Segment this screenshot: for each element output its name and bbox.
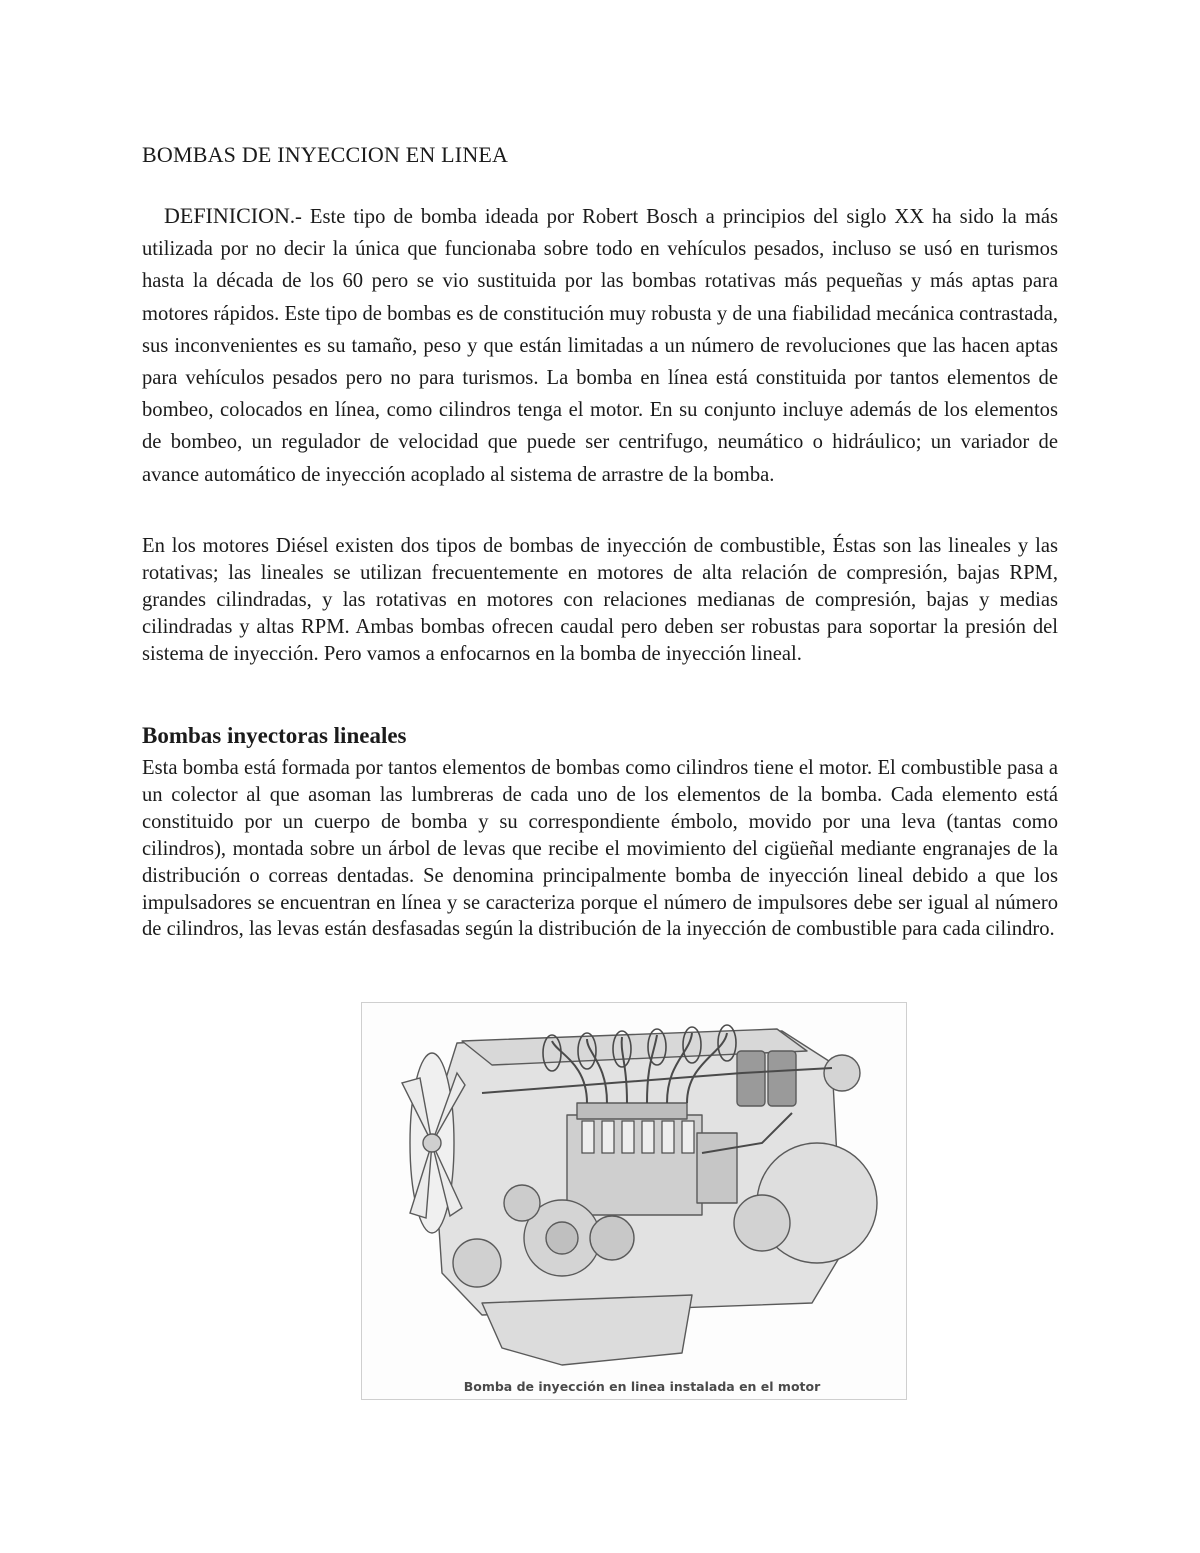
inline-pumps-paragraph: Esta bomba está formada por tantos elementos de bombas como cilindros tiene el motor. El combustible pasa a un colector al que asoman las lumbreras de cada uno de los elementos de la bomba. Cada elemento está constituido por un cuerpo de bomba y su correspondiente émbolo, movido por una leva (tantas como cilindros), montada sobre un árbol de levas que recibe el movimiento del cigüeñal mediante engranajes de la distribución o correas dentadas. Se denomina principalmente bomba de inyección lineal debido a que los impulsadores se encuentran en línea y se caracteriza porque el número de impulsores debe ser igual al número de cilindros, las levas están desfasadas según la distribución de la inyección de combustible para cada cilindro. [142,757,1058,941]
engine-figure [361,1002,907,1400]
engine-illustration [362,1003,908,1401]
definition-lead: DEFINICION [164,203,290,228]
definition-text: .- Este tipo de bomba ideada por Robert Bosch a principios del siglo XX ha sido la más utilizada por no decir la única que funcionaba sobre todo en vehículos pesados, incluso se usó en turismos hasta la década de los 60 pero se vio sustituida por las bombas rotativas más pequeñas y más aptas para motores rápidos. Este tipo de bombas es de constitución muy robusta y de una fiabilidad mecánica contrastada, sus inconvenientes es su tamaño, peso y que están limitadas a un número de revoluciones que las hacen aptas para vehículos pesados pero no para turismos. La bomba en línea está constituida por tantos elementos de bombeo, colocados en línea, como cilindros tenga el motor. En su conjunto incluye además de los elementos de bombeo, un regulador de velocidad que puede ser centrifugo, neumático o hidráulico; un variador de avance automático de inyección acoplado al sistema de arrastre de la bomba. [142,206,1058,486]
diesel-pumps-paragraph: En los motores Diésel existen dos tipos de bombas de inyección de combustible, Éstas son las lineales y las rotativas; las lineales se utilizan frecuentemente en motores de alta relación de compresión, bajas RPM, grandes cilindradas, y las rotativas en motores con relaciones medianas de compresión, bajas y medias cilindradas y altas RPM. Ambas bombas ofrecen caudal pero deben ser robustas para soportar la presión del sistema de inyección. Pero vamos a enfocarnos en la bomba de inyección lineal. [142,535,1058,665]
section-heading: Bombas inyectoras lineales [142,723,407,748]
figure-caption: Bomba de inyección en linea instalada en el motor [463,1379,821,1394]
definition-paragraph [142,200,1058,491]
document-title: BOMBAS DE INYECCION EN LINEA [142,142,509,167]
